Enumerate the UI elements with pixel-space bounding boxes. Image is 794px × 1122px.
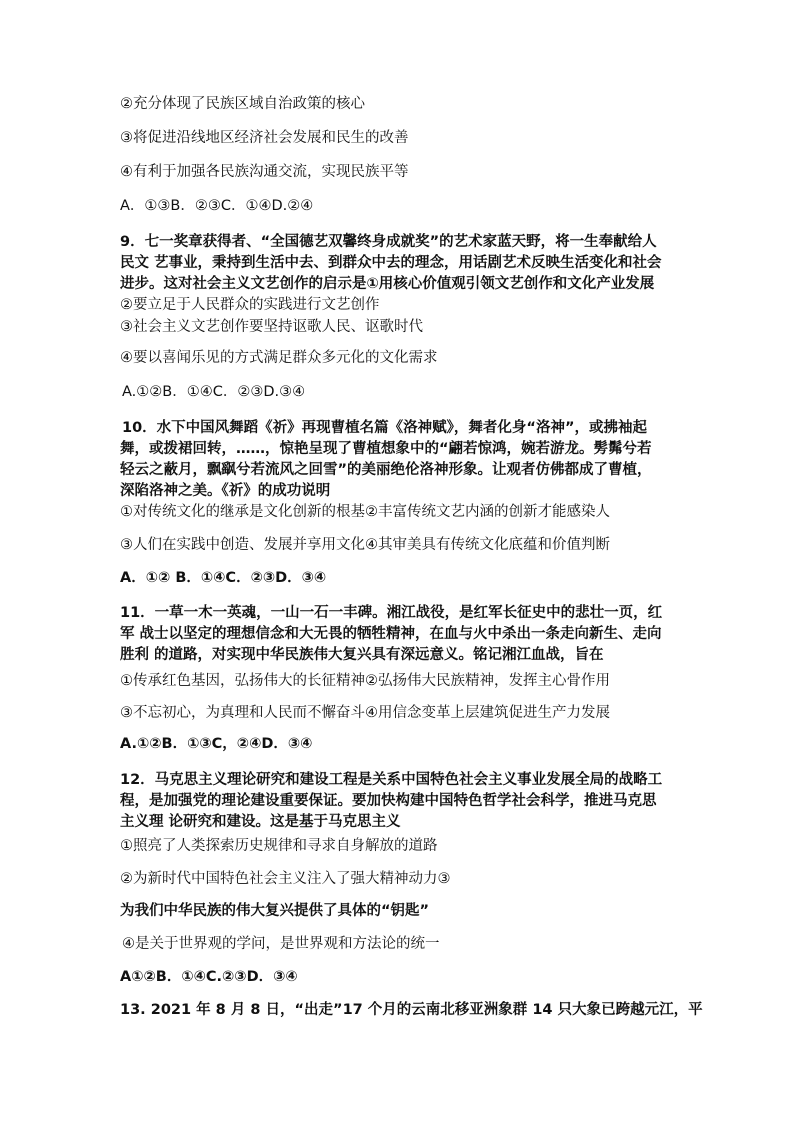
option-line: ③人们在实践中创造、发展并享用文化④其审美具有传统文化底蕴和价值判断 [120,537,610,553]
option-line: ②要立足于人民群众的实践进行文艺创作 [120,297,380,313]
option-line: ①传承红色基因，弘扬伟大的长征精神②弘扬伟大民族精神，发挥主心骨作用 [120,673,610,689]
question-12-text: 主义理 论研究和建设。这是基于马克思主义 [120,814,401,830]
question-10-text: 轻云之蔽月，飘飖兮若流风之回雪”的美丽绝伦洛神形象。让观者仿佛都成了曹植， [120,462,652,478]
option-line: ②充分体现了民族区域自治政策的核心 [120,96,365,112]
question-12-text: 程，是加强党的理论建设重要保证。要加快构建中国特色哲学社会科学，推进马克思 [120,793,657,809]
option-line: ④是关于世界观的学问，是世界观和方法论的统一 [122,936,440,952]
option-line: ②为新时代中国特色社会主义注入了强大精神动力③ [120,871,451,887]
question-11-text: 军 战士以坚定的理想信念和大无畏的牺牲精神，在血与火中杀出一条走向新生、走向 [120,626,662,642]
option-line: ③不忘初心，为真理和人民而不懈奋斗④用信念变革上层建筑促进生产力发展 [120,705,610,721]
question-12-text: 12．马克思主义理论研究和建设工程是关系中国特色社会主义事业发展全局的战略工 [120,772,663,788]
answer-choices: A．①② B．①④C．②③D．③④ [120,570,327,586]
option-line: ③将促进沿线地区经济社会发展和民生的改善 [120,130,409,146]
answer-choices: A①②B．①④C.②③D．③④ [120,969,298,985]
option-line: ③社会主义文艺创作要坚持讴歌人民、讴歌时代 [120,319,423,335]
question-9-text: 9．七一奖章获得者、“全国德艺双馨终身成就奖”的艺术家蓝天野，将一生奉献给人 [120,234,657,250]
question-9-text: 民文 艺事业，秉持到生活中去、到群众中去的理念，用话剧艺术反映生活变化和社会 [120,255,662,271]
answer-choices: A.①②B．①④C．②③D.③④ [122,384,306,400]
answer-choices: A．①③B．②③C．①④D.②④ [120,198,314,214]
question-9-text: 进步。这对社会主义文艺创作的启示是①用核心价值观引领文艺创作和文化产业发展 [120,276,655,292]
question-11-text: 胜利 的道路，对实现中华民族伟大复兴具有深远意义。铭记湘江血战，旨在 [120,647,604,663]
question-10-text: 10．水下中国风舞蹈《祈》再现曹植名篇《洛神赋》，舞者化身“洛神”，或拂袖起 [122,420,647,436]
option-line: ①对传统文化的继承是文化创新的根基②丰富传统文艺内涵的创新才能感染人 [120,504,610,520]
option-line: ①照亮了人类探索历史规律和寻求自身解放的道路 [120,838,438,854]
question-10-text: 深陷洛神之美。《祈》的成功说明 [120,483,331,499]
option-line: 为我们中华民族的伟大复兴提供了具体的“钥匙” [120,903,430,919]
question-10-text: 舞，或拨裙回转，……，惊艳呈现了曹植想象中的“翩若惊鸿，婉若游龙。髣髴兮若 [120,441,652,457]
question-13-text: 13. 2021 年 8 月 8 日，“出走”17 个月的云南北移亚洲象群 14 只大象已跨越元江，平 [120,1002,703,1018]
option-line: ④要以喜闻乐见的方式满足群众多元化的文化需求 [120,350,438,366]
answer-choices: A.①②B．①③C，②④D．③④ [120,736,313,752]
option-line: ④有利于加强各民族沟通交流，实现民族平等 [120,164,409,180]
question-11-text: 11．一草一木一英魂，一山一石一丰碑。湘江战役，是红军长征史中的悲壮一页，红 [120,605,663,621]
